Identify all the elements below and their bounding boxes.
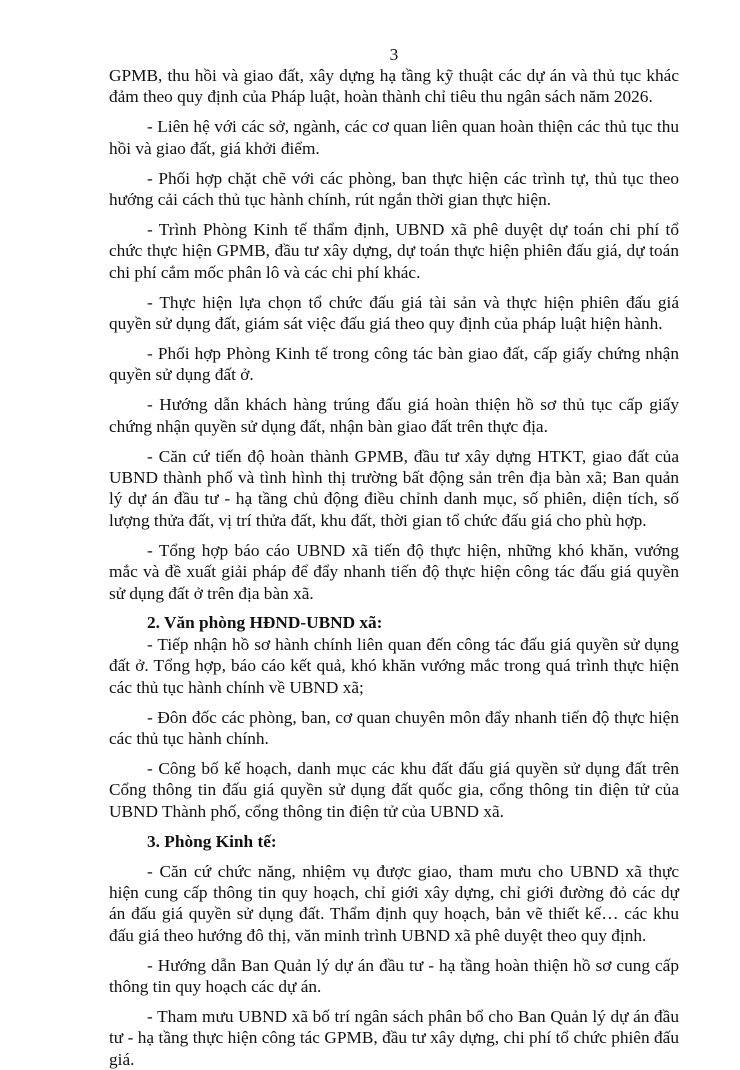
section1-item-5: - Phối hợp Phòng Kinh tế trong công tác bàn giao đất, cấp giấy chứng nhận quyền sử dụng đất ở. [109, 343, 679, 385]
section2-item-2: - Đôn đốc các phòng, ban, cơ quan chuyên môn đẩy nhanh tiến độ thực hiện các thủ tục hành chính. [109, 707, 679, 748]
section3-item-2: - Hướng dẫn Ban Quản lý dự án đầu tư - hạ tầng hoàn thiện hồ sơ cung cấp thông tin quy hoạch các dự án. [109, 955, 679, 997]
page-number: 3 [389, 45, 399, 64]
section2-item-1: - Tiếp nhận hồ sơ hành chính liên quan đến công tác đấu giá quyền sử dụng đất ở. Tổng hợp, báo cáo kết quả, khó khăn vướng mắc trong quá trình thực hiện các thủ tục hành chính về UBND xã; [109, 634, 679, 697]
section2-item-3: - Công bố kế hoạch, danh mục các khu đất đấu giá quyền sử dụng đất trên Cổng thông tin đấu giá quyền sử dụng đất quốc gia, cổng thông tin điện tử của UBND Thành phố, cổng thông tin điện tử của UBND xã. [109, 758, 679, 821]
section3-item-1: - Căn cứ chức năng, nhiệm vụ được giao, tham mưu cho UBND xã thực hiện cung cấp thông tin quy hoạch, chỉ giới xây dựng, chỉ giới đường đỏ các dự án đấu giá quyền sử dụng đất. Thẩm định quy hoạch, bản vẽ thiết kế… các khu đấu giá theo hướng đô thị, văn minh trình UBND xã phê duyệt theo quy định. [109, 861, 679, 945]
section1-item-6: - Hướng dẫn khách hàng trúng đấu giá hoàn thiện hồ sơ thủ tục cấp giấy chứng nhận quyền sử dụng đất, nhận bàn giao đất trên thực địa. [109, 395, 679, 436]
section1-item-7: - Căn cứ tiến độ hoàn thành GPMB, đầu tư xây dựng HTKT, giao đất của UBND thành phố và tình hình thị trường bất động sản trên địa bàn xã; Ban quản lý dự án đầu tư - hạ tầng chủ động điều chỉnh danh mục, số phiên, diện tích, số lượng thửa đất, vị trí thửa đất, khu đất, thời gian tổ chức đấu giá cho phù hợp. [109, 446, 679, 530]
section1-item-8: - Tổng hợp báo cáo UBND xã tiến độ thực hiện, những khó khăn, vướng mắc và đề xuất giải pháp để đẩy nhanh tiến độ thực hiện công tác đấu giá quyền sử dụng đất ở trên địa bàn xã. [109, 540, 679, 603]
section1-item-1: - Liên hệ với các sở, ngành, các cơ quan liên quan hoàn thiện các thủ tục thu hồi và giao đất, giá khởi điểm. [109, 117, 679, 158]
section2-heading: 2. Văn phòng HĐND-UBND xã: [147, 613, 383, 633]
section1-item-3: - Trình Phòng Kinh tế thẩm định, UBND xã phê duyệt dự toán chi phí tổ chức thực hiện GPMB, đầu tư xây dựng, dự toán thực hiện phiên đấu giá, dự toán chi phí cắm mốc phân lô và các chi phí khác. [109, 219, 679, 282]
section3-heading: 3. Phòng Kinh tế: [147, 831, 277, 851]
section1-item-4: - Thực hiện lựa chọn tổ chức đấu giá tài sản và thực hiện phiên đấu giá quyền sử dụng đất, giám sát việc đấu giá theo quy định của pháp luật hiện hành. [109, 292, 679, 334]
section3-item-3: - Tham mưu UBND xã bố trí ngân sách phân bổ cho Ban Quản lý dự án đầu tư - hạ tầng thực hiện công tác GPMB, đầu tư xây dựng, chi phí tổ chức phiên đấu giá. [109, 1006, 679, 1069]
document-page [109, 44, 679, 1070]
section1-item-2: - Phối hợp chặt chẽ với các phòng, ban thực hiện các trình tự, thủ tục theo hướng cải cách thủ tục hành chính, rút ngắn thời gian thực hiện. [109, 168, 679, 210]
intro-continuation-paragraph: GPMB, thu hồi và giao đất, xây dựng hạ tầng kỹ thuật các dự án và thủ tục khác đảm theo quy định của Pháp luật, hoàn thành chỉ tiêu thu ngân sách năm 2026. [109, 66, 679, 107]
